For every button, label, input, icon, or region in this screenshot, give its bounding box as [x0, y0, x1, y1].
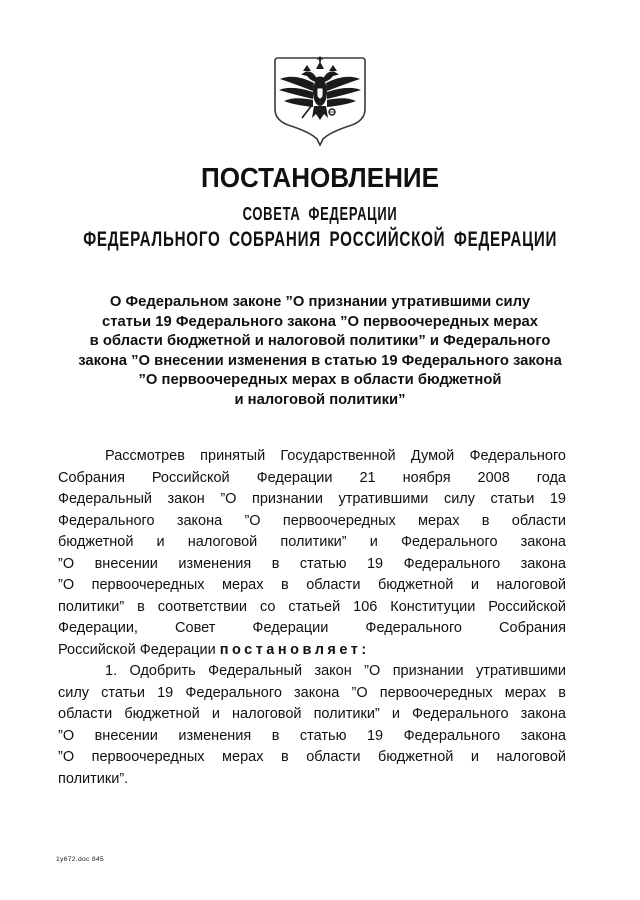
double-headed-eagle-icon [270, 54, 370, 150]
coat-of-arms [270, 54, 370, 155]
preamble-paragraph [58, 446, 566, 661]
resolution-item-1 [58, 661, 566, 790]
issuer-line-2: ФЕДЕРАЛЬНОГО СОБРАНИЯ РОССИЙСКОЙ ФЕДЕРАЦИИ [83, 227, 558, 252]
preamble-final-prefix: Российской Федерации [58, 641, 216, 658]
item1-lines: 1. Одобрить Федеральный закон ”О признании утратившими силу статьи 19 Федерального закона ”О первоочередных мерах в области бюджетной и налоговой политики” и Федерального закона ”О внесении изменения в статью 19 Федерального закона ”О первоочередных мерах в области бюджетной и налоговой [58, 663, 566, 765]
preamble-final-line [58, 640, 566, 662]
preamble-lines: Рассмотрев принятый Государственной Думой Федерального Собрания Российской Федерации 21 ноября 2008 года Федеральный закон ”О признании утратившими силу статьи 19 Федерального закона ”О первоочередных мерах в области бюджетной и налоговой политики” и Федерального закона ”О внесении изменения в статью 19 Федерального закона ”О первоочередных мерах в области бюджетной и налоговой политики” в соответствии со статьей 106 Конституции Российской Федерации, Совет Федерации Федерального Собрания [58, 448, 566, 636]
document-title: ПОСТАНОВЛЕНИЕ [201, 162, 439, 193]
issuer-line-1: СОВЕТА ФЕДЕРАЦИИ [242, 203, 398, 224]
footer-note: 1у672.doc 845 [56, 855, 104, 863]
resolves-keyword: постановляет: [219, 641, 370, 658]
subject-block: О Федеральном законе ”О признании утратившими силу статьи 19 Федерального закона ”О первоочередных мерах в области бюджетной и налоговой политики” и Федерального закона ”О внесении изменения в статью 19 Федерального закона ”О первоочередных мерах в области бюджетной и налоговой политики” [78, 294, 562, 408]
item1-final-line: политики”. [58, 770, 129, 787]
